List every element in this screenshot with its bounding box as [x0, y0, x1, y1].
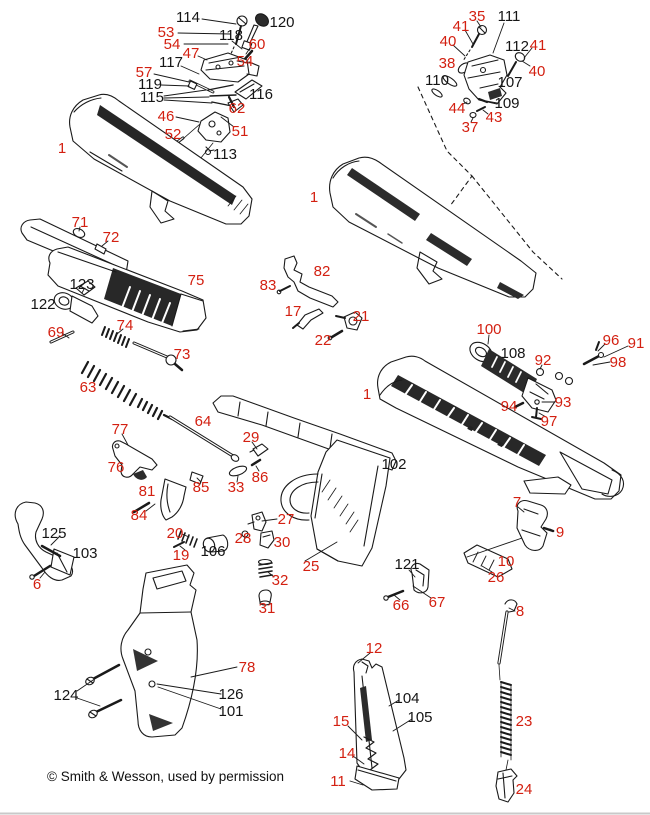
part-label-114: 114	[176, 9, 200, 26]
part-label-98: 98	[609, 354, 627, 371]
part-label-53: 53	[157, 24, 175, 41]
part-label-77: 77	[111, 421, 129, 438]
part-label-103: 103	[72, 545, 98, 562]
part-label-105: 105	[407, 709, 433, 726]
part-label-121: 121	[394, 556, 420, 573]
part-label-51: 51	[231, 123, 249, 140]
part-label-29: 29	[242, 429, 260, 446]
part-label-41: 41	[529, 37, 547, 54]
part-label-1: 1	[362, 386, 372, 403]
recoil-assembly-group	[496, 600, 517, 802]
part-label-24: 24	[515, 781, 533, 798]
part-label-12: 12	[365, 640, 383, 657]
part-label-111: 111	[497, 8, 521, 25]
part-label-64: 64	[194, 413, 212, 430]
part-label-66: 66	[392, 597, 410, 614]
part-label-37: 37	[461, 119, 479, 136]
part-label-112: 112	[505, 38, 529, 55]
part-label-102: 102	[381, 456, 407, 473]
part-label-71: 71	[71, 214, 89, 231]
part-label-23: 23	[515, 713, 533, 730]
part-label-118: 118	[219, 27, 243, 44]
part-label-46: 46	[157, 108, 175, 125]
part-label-62: 62	[228, 100, 246, 117]
part-label-72: 72	[102, 229, 120, 246]
part-label-38: 38	[438, 55, 456, 72]
recoil-spring-and-rod	[79, 362, 240, 463]
part-label-96: 96	[602, 332, 620, 349]
part-label-117: 117	[159, 54, 183, 71]
part-label-22: 22	[314, 332, 332, 349]
part-label-43: 43	[485, 109, 503, 126]
part-label-115: 115	[140, 89, 164, 106]
part-label-119: 119	[138, 76, 162, 93]
part-label-75: 75	[187, 272, 205, 289]
part-label-91: 91	[627, 335, 645, 352]
diagram-artwork	[15, 11, 628, 802]
part-label-83: 83	[259, 277, 277, 294]
part-label-100: 100	[476, 321, 502, 338]
part-label-93: 93	[554, 394, 572, 411]
slide-top-right	[330, 157, 536, 299]
part-label-6: 6	[32, 576, 42, 593]
part-label-84: 84	[130, 507, 148, 524]
part-label-110: 110	[425, 72, 449, 89]
part-label-104: 104	[394, 690, 420, 707]
part-label-92: 92	[534, 352, 552, 369]
part-label-15: 15	[332, 713, 350, 730]
part-label-28: 28	[234, 530, 252, 547]
part-label-25: 25	[302, 558, 320, 575]
part-label-122: 122	[30, 296, 56, 313]
part-label-40: 40	[439, 33, 457, 50]
part-label-14: 14	[338, 745, 356, 762]
part-label-116: 116	[249, 86, 273, 103]
part-label-17: 17	[284, 303, 302, 320]
part-label-94: 94	[500, 398, 518, 415]
part-label-44: 44	[448, 100, 466, 117]
part-label-69: 69	[47, 324, 65, 341]
grip-panel-group	[84, 565, 197, 737]
part-label-47: 47	[182, 45, 200, 62]
part-label-85: 85	[192, 479, 210, 496]
part-label-8: 8	[515, 603, 525, 620]
part-label-97: 97	[540, 413, 558, 430]
part-label-31: 31	[258, 600, 276, 617]
part-label-101: 101	[218, 703, 244, 720]
part-label-33: 33	[227, 479, 245, 496]
part-label-81: 81	[138, 483, 156, 500]
part-label-54: 54	[163, 36, 181, 53]
part-label-76: 76	[107, 459, 125, 476]
part-label-124: 124	[53, 687, 79, 704]
part-label-74: 74	[116, 317, 134, 334]
part-label-67: 67	[428, 594, 446, 611]
part-label-1: 1	[57, 140, 67, 157]
part-label-86: 86	[251, 469, 269, 486]
part-label-30: 30	[273, 534, 291, 551]
part-label-32: 32	[271, 572, 289, 589]
part-label-106: 106	[200, 543, 226, 560]
part-label-113: 113	[213, 146, 237, 163]
part-label-40: 40	[528, 63, 546, 80]
magazine-group	[353, 659, 406, 790]
part-label-35: 35	[468, 8, 486, 25]
part-label-20: 20	[166, 525, 184, 542]
part-label-19: 19	[172, 547, 190, 564]
part-label-123: 123	[69, 276, 95, 293]
part-label-11: 11	[330, 773, 346, 790]
part-label-9: 9	[555, 524, 565, 541]
part-label-82: 82	[313, 263, 331, 280]
part-label-125: 125	[41, 525, 67, 542]
part-label-27: 27	[277, 511, 295, 528]
part-label-7: 7	[512, 494, 522, 511]
part-label-108: 108	[500, 345, 526, 362]
part-label-10: 10	[497, 553, 515, 570]
part-label-57: 57	[135, 64, 153, 81]
part-label-21: 21	[352, 308, 370, 325]
part-label-26: 26	[487, 569, 505, 586]
part-label-63: 63	[79, 379, 97, 396]
part-label-52: 52	[164, 126, 182, 143]
part-label-60: 60	[248, 36, 266, 53]
part-label-73: 73	[173, 346, 191, 363]
copyright-text: © Smith & Wesson, used by permission	[47, 769, 285, 784]
part-label-107: 107	[497, 74, 523, 91]
part-label-109: 109	[494, 95, 520, 112]
part-label-41: 41	[452, 18, 470, 35]
part-label-126: 126	[218, 686, 244, 703]
part-label-120: 120	[269, 14, 295, 31]
part-label-78: 78	[238, 659, 256, 676]
part-label-54: 54	[236, 53, 254, 70]
part-label-1: 1	[309, 189, 319, 206]
